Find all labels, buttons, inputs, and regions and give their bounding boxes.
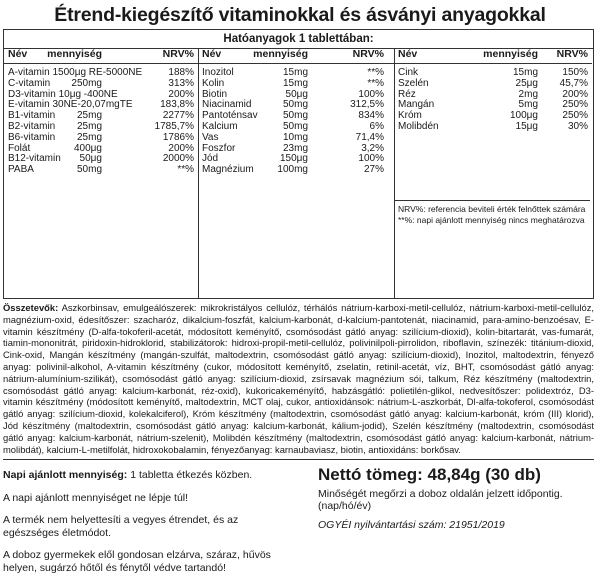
nrv-note: NRV%: referencia beviteli érték felnőttek számára [398,204,586,214]
nutrient-name: Mangán [398,99,435,111]
vitamin-row [4,79,198,90]
nutrient-nrv: 312,5% [350,99,384,111]
nutrient-amount: 100μg [509,110,538,122]
warning-diet: A termék nem helyettesíti a vegyes étrendet, és az egészséges életmódot. [3,514,239,539]
nutrient-amount: 15mg [282,67,308,78]
dose-text: 1 tabletta étkezés közben. [130,469,253,481]
column-header [4,48,198,64]
nutrient-nrv: **% [367,77,384,89]
table-notes [394,200,590,225]
nutrient-nrv: 150% [562,67,588,78]
nutrient-amount: 50μg [79,153,102,165]
active-ingredients-table [3,29,594,299]
nutrient-row [198,79,394,90]
nutrient-name: Foszfor [202,142,236,154]
nutrient-name: B6-vitamin [8,131,56,143]
nutrient-nrv: 834% [358,110,384,122]
nutrient-amount: 400μg [73,142,102,154]
mineral-row [394,122,592,133]
nutrient-row [198,165,394,176]
nutrient-name: Vas [202,131,219,143]
nutrient-nrv: 250% [562,99,588,111]
nutrient-name: Réz [398,88,416,100]
nutrient-amount: 150μg [279,153,308,165]
nutrient-nrv: 188% [168,67,194,78]
nutrient-nrv: 100% [358,153,384,165]
table-heading: Hatóanyagok 1 tablettában: [4,30,593,49]
nutrient-name: Molibdén [398,120,439,132]
header-amount: mennyiség [47,48,102,60]
nutrient-nrv: 200% [168,88,194,100]
minerals-column [394,48,592,298]
nutrient-name: E-vitamin 30NE-20,07mgTE [8,99,133,111]
nutrient-name: Inozitol [202,67,234,78]
mineral-row [394,79,592,90]
nutrient-name: PABA [8,164,34,176]
vitamin-row [4,133,198,144]
nutrient-name: A-vitamin 1500μg RE-5000NE [8,67,143,78]
header-name: Név [202,48,222,60]
nutrient-amount: 15μg [515,120,538,132]
nutrient-amount: 25mg [76,110,102,122]
nutrient-nrv: 100% [358,88,384,100]
nutrient-amount: 25μg [515,77,538,89]
warning-limit: A napi ajánlott mennyiséget ne lépje túl! [3,491,189,504]
nutrient-name: Niacinamid [202,99,252,111]
page-title: Étrend-kiegészítő vitaminokkal és ásványi anyagokkal [54,4,546,26]
column-header [394,48,592,64]
nutrient-name: B1-vitamin [8,110,56,122]
nutrient-amount: 25mg [76,131,102,143]
nutrient-nrv: 1786% [162,131,194,143]
nutrient-name: Szelén [398,77,429,89]
nutrients-column [198,48,395,298]
nutrient-name: Magnézium [202,164,254,176]
nutrient-name: Jód [202,153,219,165]
nutrient-amount: 2mg [518,88,538,100]
nutrient-nrv: **% [367,67,384,78]
nutrient-nrv: 250% [562,110,588,122]
nutrient-amount: 15mg [282,77,308,89]
nutrient-amount: 50μg [285,88,308,100]
nutrient-name: Pantoténsav [202,110,258,122]
nutrient-nrv: 1785,7% [154,120,194,132]
nutrient-name: Cink [398,67,419,78]
registration-number: OGYÉI nyilvántartási szám: 21951/2019 [318,518,505,531]
column-header [198,48,394,64]
header-amount: mennyiség [253,48,308,60]
nutrient-name: B12-vitamin [8,153,61,165]
nutrient-nrv: 27% [363,164,384,176]
nutrient-name: C-vitamin [8,77,51,89]
header-name: Név [8,48,28,60]
best-before: Minőségét megőrzi a doboz oldalán jelzett időpontig. (nap/hó/év) [318,487,563,513]
nutrient-nrv: 30% [567,120,588,132]
product-info-section [318,465,594,531]
header-amount: mennyiség [483,48,538,60]
nutrient-nrv: 2277% [162,110,194,122]
nutrient-amount: 50mg [282,120,308,132]
nutrient-nrv: 6% [369,120,384,132]
nutrient-row [198,133,394,144]
nutrient-amount: 15mg [512,67,538,78]
nutrient-nrv: 183,8% [160,99,194,111]
nutrient-amount: 10mg [282,131,308,143]
nutrient-nrv: 313% [168,77,194,89]
nutrient-nrv: 45,7% [559,77,588,89]
storage-instructions: A doboz gyermekek elől gondosan elzárva, száraz, hűvös helyen, sugárzó hőtől és fénytől védve tartandó! [3,549,271,574]
header-nrv: NRV% [352,48,384,60]
nutrient-nrv: 200% [168,142,194,154]
nutrient-name: B2-vitamin [8,120,56,132]
nutrient-nrv: 2000% [162,153,194,165]
header-name: Név [398,48,418,60]
nutrient-name: Króm [398,110,422,122]
nutrient-nrv: 3,2% [361,142,384,154]
ingredients-text: Aszkorbinsav, emulgeálószerek: mikrokristályos cellulóz, térhálós nátrium-karboxi-metil-cellulóz, nátrium-karboxi-metil-cellulóz, magnézium-oxid, édesítőszer: szacharóz, dikalcium-foszfát, kalcium-karbonát, d-kalcium-pantotenát, niacinamid, para-amino-benzoésav, E-vitamin készítmény (D-alfa-tokoferil-acetát, módosított keményítő, csomósodást gátló anyag: szilícium-dioxid), kolin-bitartarát, vas-fumarát, tiamin-mononitrát, piridoxin-hidroklorid, stabilizátorok: hidroxi-propil-metil-cellulóz, polivinilpoli-pirrolidon, riboflavin, színezék: titánium-dioxid, Cink-oxid, Mangán készítmény (mangán-szulfát, maltodextrin, csomósodást gátló anyag: szilícium-dioxid), Inozitol, maltodextrin, fényező anyag: polivinil-alkohol, A-vitamin készítmény (cukor, módosított keményítő, zselatin, retinil-acetát, víz, BHT, csomósodást gátló anyag: nátrium-alumínium-szilikát), csomósodást gátló anyag: szilícium-dioxid, zsírsavak magnézium sói, talkum, Réz készítmény (maltodextrin, csomósodást gátló anyag: kalcium-karbonát, réz-oxid), kukoricakeményítő, habzásgátló: polietilén-glikol, nedvesítőszer: polidextróz, D3-vitamin készítmény (módosított keményítő, maltodextrin, MCT olaj, cukor, antioxidánsok: nátrium-L-aszkorbát, Dl-alfa-tokoferol, csomósodást gátló anyag: szilícium-dioxid, kolekalciferol), Króm készítmény (maltodextrin, csomósodást gátló anyag: kalcium-karbonát, króm (III) klorid), Jód készítmény (maltodextrin, csomósodást gátló anyag: kalcium-karbonát, kálium-jodid), Szelén készítmény (maltodextrin, csomósodást gátló anyag: kalcium-karbonát, nátrium-szelenit), Molibdén készítmény (maltodextrin, csomósodást gátló anyag: kalcium-karbonát, nátrium-molibdát), kalcium-L-metilfolát, hidroxokobalamin, fényezőanyag: karnaubaviasz, biotin, antioxidáns: borkősav. [3,302,594,455]
nutrient-amount: 100mg [277,164,308,176]
header-nrv: NRV% [556,48,588,60]
header-nrv: NRV% [162,48,194,60]
nutrient-name: D3-vitamin 10μg -400NE [8,88,118,100]
not-defined-note: **%: napi ajánlott mennyiség nincs meghatározva [398,214,585,225]
nutrient-name: Biotin [202,88,228,100]
vitamin-row [4,165,198,176]
section-divider [3,459,594,460]
nutrient-amount: 50mg [76,164,102,176]
nutrient-name: Folát [8,142,31,154]
vitamins-column [4,48,199,298]
nutrient-amount: 25mg [76,120,102,132]
nutrient-amount: 50mg [282,110,308,122]
nutrient-nrv: **% [177,164,194,176]
nutrient-nrv: 71,4% [355,131,384,143]
nutrient-amount: 23mg [282,142,308,154]
dose-label: Napi ajánlott mennyiség: [3,469,128,481]
nutrient-nrv: 200% [562,88,588,100]
nutrient-amount: 5mg [518,99,538,111]
ingredients-section [3,302,594,455]
nutrient-name: Kolin [202,77,225,89]
ingredients-label: Összetevők: [3,302,59,313]
usage-section [3,469,297,585]
nutrient-name: Kalcium [202,120,238,132]
net-weight: Nettó tömeg: 48,84g (30 db) [318,465,541,484]
nutrient-amount: 50mg [282,99,308,111]
nutrient-amount: 250mg [71,77,102,89]
